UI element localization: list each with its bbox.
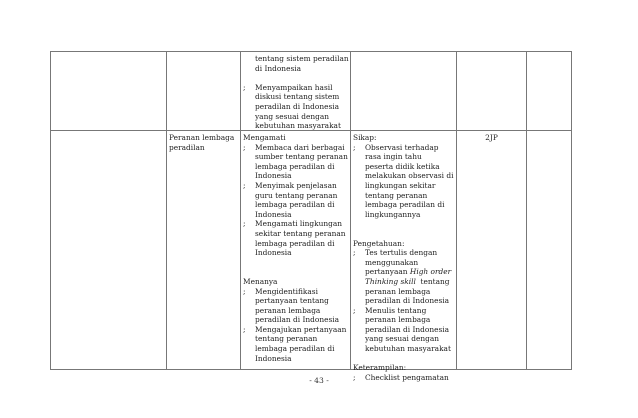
col-border-5 xyxy=(526,51,527,370)
bullet: ; xyxy=(353,305,356,315)
italic-term: Thinking skill xyxy=(365,276,416,286)
text-fragment: tentang xyxy=(415,276,450,286)
text-line: melakukan observasi di xyxy=(365,171,454,181)
text-line: Mengidentifikasi xyxy=(255,286,318,296)
text-line: kebutuhan masyarakat xyxy=(255,121,341,131)
list-item xyxy=(353,306,455,354)
page-number: - 43 - xyxy=(309,376,329,385)
list-item xyxy=(353,143,455,220)
text-line: pertanyaan tentang xyxy=(255,296,329,306)
text-line: lingkungan sekitar xyxy=(365,180,436,190)
text-line: Menyampaikan hasil xyxy=(255,82,333,92)
list-item xyxy=(243,143,349,181)
penilaian-cell xyxy=(353,133,455,382)
pengetahuan-heading: Pengetahuan: xyxy=(353,238,405,248)
bullet: ; xyxy=(353,372,356,382)
text-line: peradilan di Indonesia xyxy=(255,315,340,325)
text-line: Indonesia xyxy=(255,209,292,219)
text-line: kebutuhan masyarakat xyxy=(365,344,451,354)
text-line: peranan lembaga xyxy=(365,315,431,325)
text-line: lembaga peradilan di xyxy=(255,344,335,354)
mengamati-heading: Mengamati xyxy=(243,133,286,142)
text-line: Indonesia xyxy=(255,353,292,363)
text-line: diskusi tentang sistem xyxy=(255,92,340,102)
materi-line: peradilan xyxy=(169,142,205,152)
text-line: sekitar tentang peranan xyxy=(255,228,346,238)
bullet: ; xyxy=(243,180,246,190)
text-line: Mengamati lingkungan xyxy=(255,219,343,229)
col-border-3 xyxy=(350,51,351,370)
text-line: sumber tentang peranan xyxy=(255,152,348,162)
text-line: Checklist pengamatan xyxy=(365,372,449,382)
col-border-4 xyxy=(456,51,457,370)
text-line: lembaga peradilan di xyxy=(365,200,445,210)
bullet: ; xyxy=(243,142,246,152)
keterampilan-heading: Keterampilan: xyxy=(353,363,407,373)
bullet: ; xyxy=(243,82,246,92)
materi-line: Peranan lembaga xyxy=(169,133,235,142)
text-line: Membaca dari berbagai xyxy=(255,142,345,152)
text-line: rasa ingin tahu xyxy=(365,152,422,162)
text-line: Mengajukan pertanyaan xyxy=(255,324,347,334)
text-line: Indonesia xyxy=(255,171,292,181)
text-line: peserta didik ketika xyxy=(365,161,440,171)
bullet: ; xyxy=(243,219,246,229)
text-line: guru tentang peranan xyxy=(255,190,338,200)
text-line: Tes tertulis dengan xyxy=(365,248,438,258)
col-border-0 xyxy=(50,51,51,370)
list-item xyxy=(243,325,349,363)
text-line: tentang peranan xyxy=(255,334,318,344)
table-top-border xyxy=(50,51,572,52)
text-line: tentang sistem peradilan xyxy=(255,54,349,63)
alokasi-waktu: 2JP xyxy=(485,133,498,142)
text-line: menggunakan xyxy=(365,257,419,267)
text-line: yang sesuai dengan xyxy=(255,111,330,121)
bullet: ; xyxy=(243,324,246,334)
text-line: tentang peranan xyxy=(365,190,428,200)
text-line: peranan lembaga xyxy=(255,305,321,315)
text-line: Observasi terhadap xyxy=(365,142,439,152)
table-bottom-border xyxy=(50,369,572,370)
text-line: di Indonesia xyxy=(255,63,302,73)
col-border-6 xyxy=(571,51,572,370)
materi-cell xyxy=(169,133,239,152)
col-border-2 xyxy=(240,51,241,370)
row1-kegiatan-cell xyxy=(243,54,349,131)
bullet: ; xyxy=(243,286,246,296)
text-line: Menyimak penjelasan xyxy=(255,180,337,190)
kegiatan-cell xyxy=(243,133,349,363)
text-line: peradilan di Indonesia xyxy=(365,324,450,334)
text-line: peranan lembaga xyxy=(365,286,431,296)
bullet: ; xyxy=(353,248,356,258)
text-line: lingkungannya xyxy=(365,209,421,219)
text-fragment: pertanyaan xyxy=(365,267,408,277)
list-item xyxy=(353,248,455,306)
list-item xyxy=(243,181,349,219)
alokasi-cell xyxy=(457,133,526,143)
sikap-heading: Sikap: xyxy=(353,133,377,142)
list-item xyxy=(243,83,349,131)
text-line: lembaga peradilan di xyxy=(255,161,335,171)
italic-term: High order xyxy=(409,267,452,277)
text-line: peradilan di Indonesia xyxy=(365,296,450,306)
list-item xyxy=(243,219,349,257)
list-item xyxy=(243,287,349,325)
text-line: peradilan di Indonesia xyxy=(255,101,340,111)
text-line: lembaga peradilan di xyxy=(255,200,335,210)
text-line xyxy=(365,267,455,277)
text-line: Menulis tentang xyxy=(365,305,427,315)
text-line: lembaga peradilan di xyxy=(255,238,335,248)
col-border-1 xyxy=(166,51,167,370)
bullet: ; xyxy=(353,142,356,152)
text-line: Indonesia xyxy=(255,248,292,258)
text-line xyxy=(365,277,455,287)
text-line: yang sesuai dengan xyxy=(365,334,440,344)
menanya-heading: Menanya xyxy=(243,276,278,286)
